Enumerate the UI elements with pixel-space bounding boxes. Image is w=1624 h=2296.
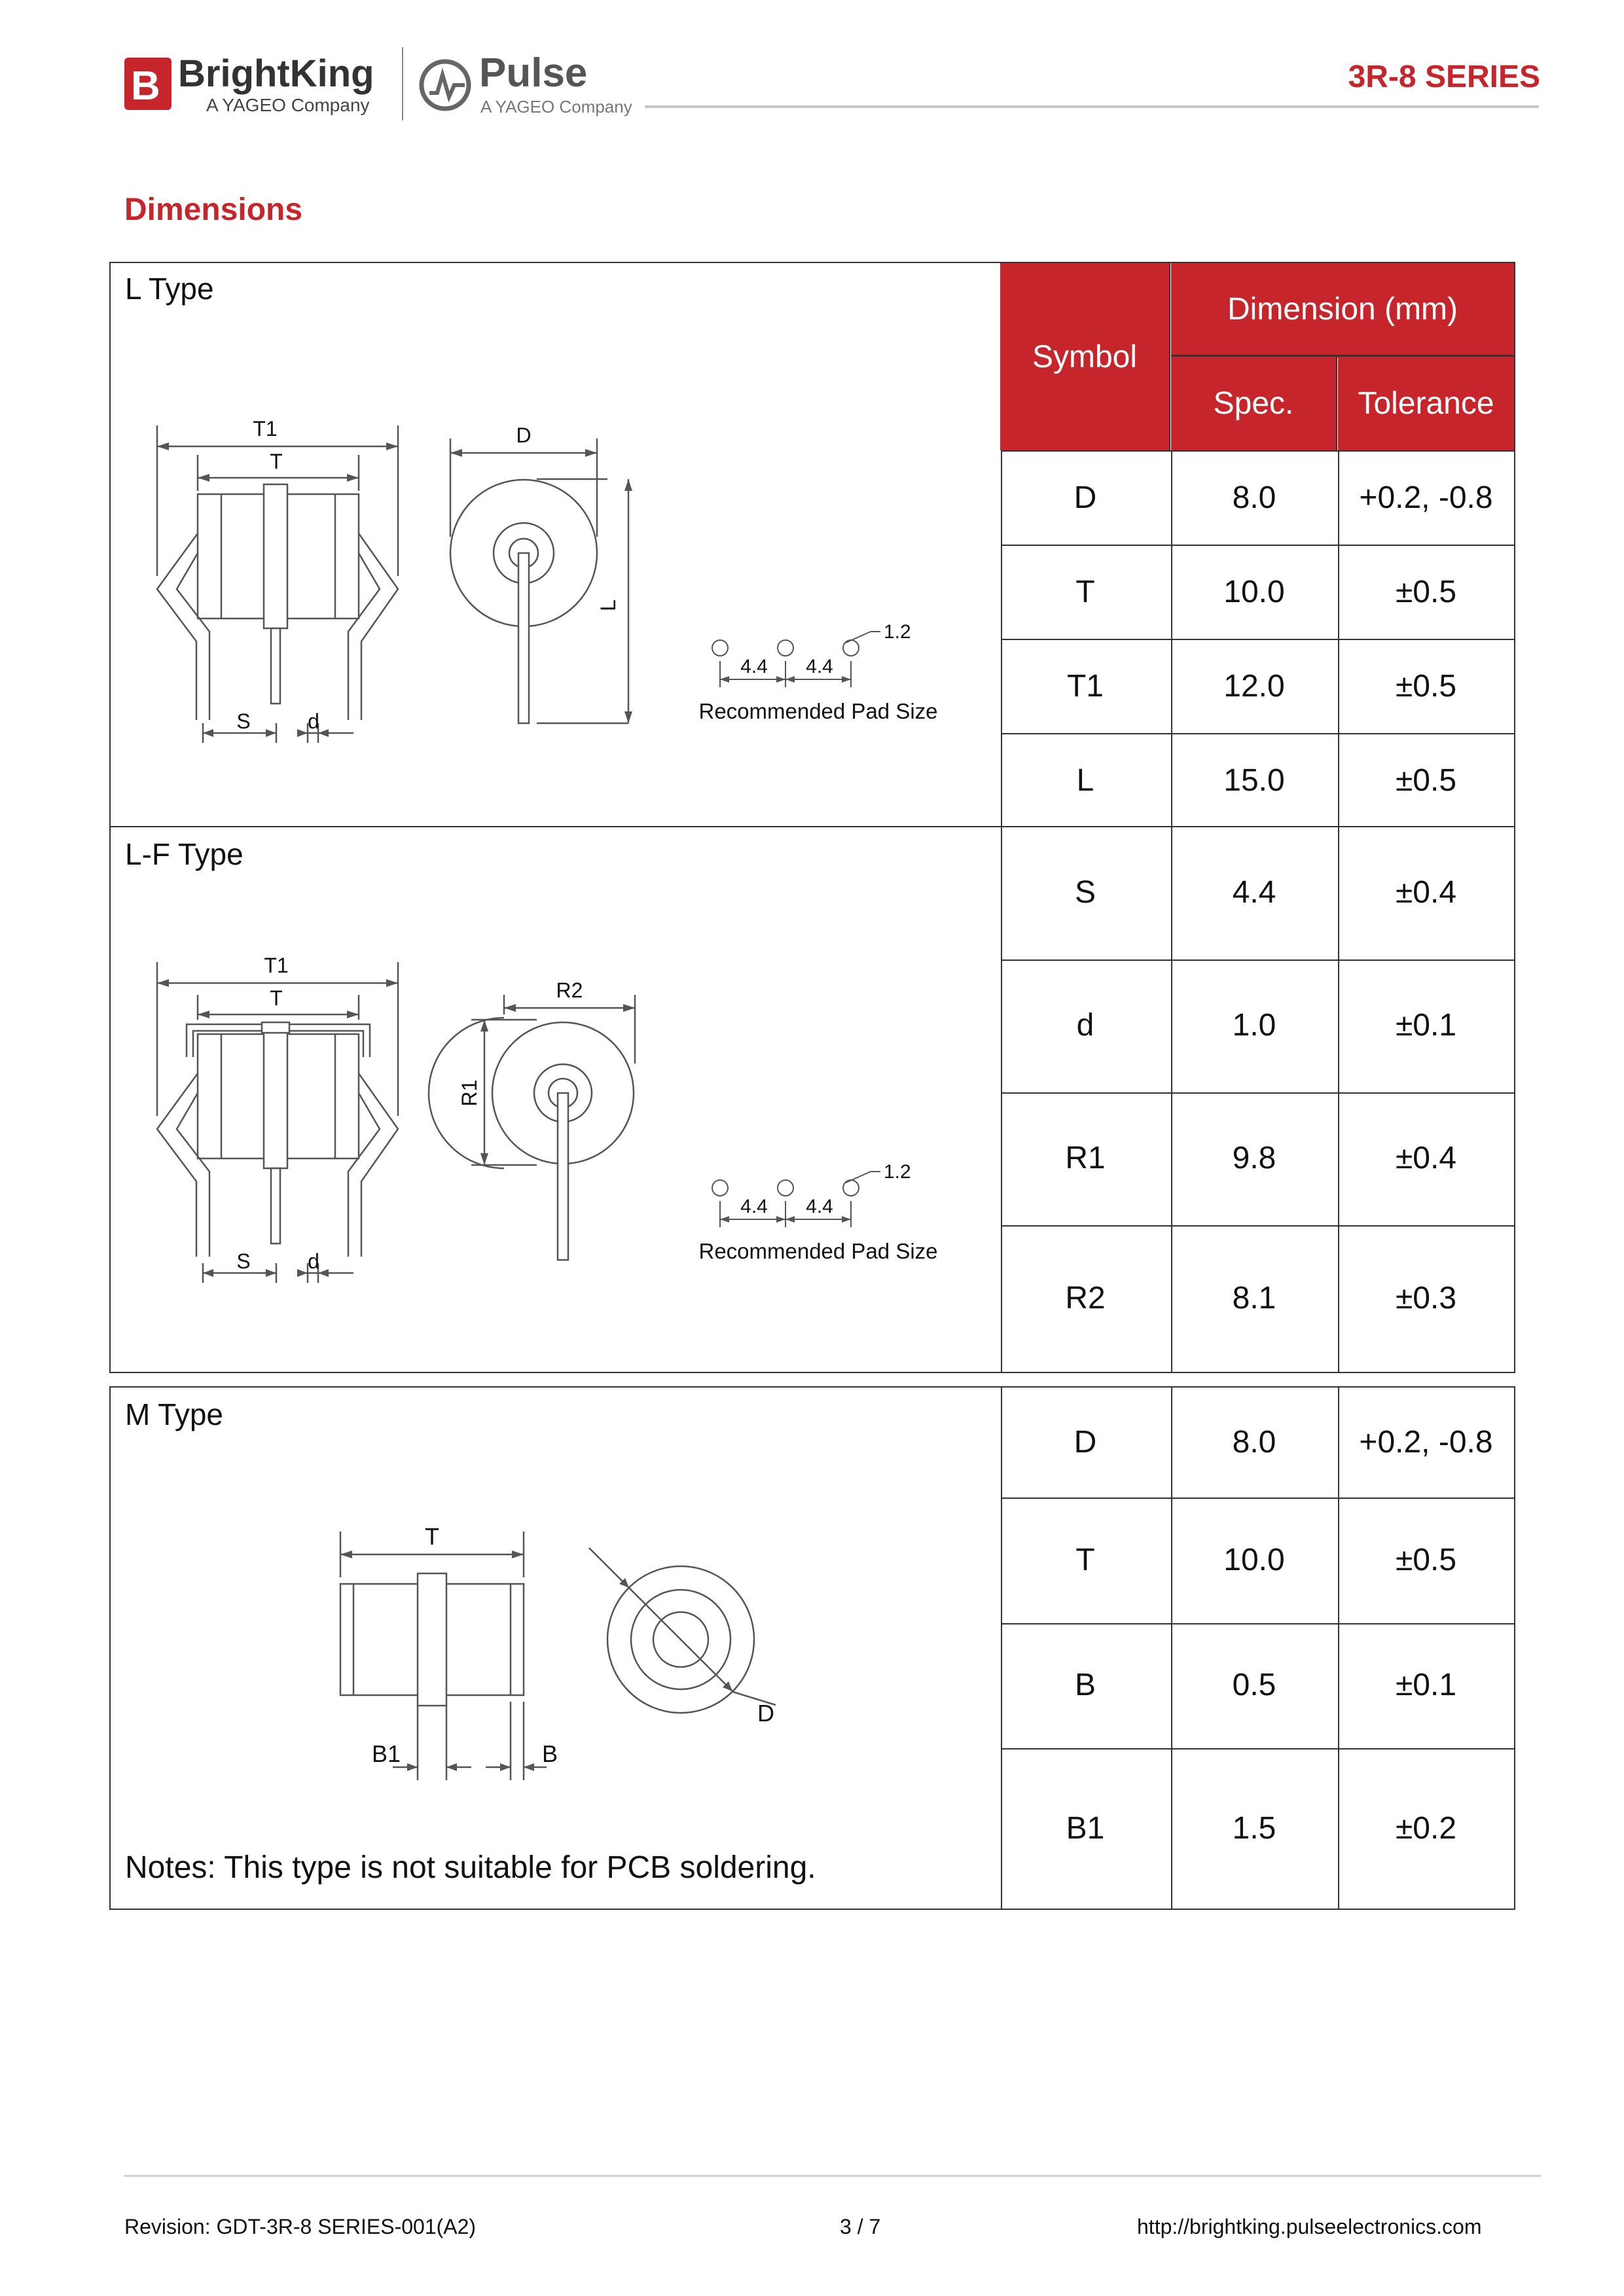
table-row-symbol: R2 <box>1065 1280 1106 1316</box>
header-dimension: Dimension (mm) <box>1171 263 1514 356</box>
table-row-spec: 4.4 <box>1232 875 1276 910</box>
series-title: 3R-8 SERIES <box>1348 60 1540 94</box>
table-row-symbol: D <box>1074 480 1097 515</box>
table-row-symbol: B <box>1074 1668 1096 1702</box>
table-row-symbol: B1 <box>1066 1811 1105 1846</box>
table-row-symbol: R1 <box>1065 1141 1106 1175</box>
m-type-diagram <box>314 1505 812 1800</box>
dim-label-r2: R2 <box>556 978 583 1002</box>
pad-caption: Recommended Pad Size <box>698 1239 938 1263</box>
table-row-symbol: T1 <box>1066 668 1104 704</box>
table-row-tolerance: ±0.5 <box>1395 762 1457 798</box>
table-row-symbol: T <box>1075 574 1095 609</box>
pad-spacing-2: 4.4 <box>806 1196 833 1217</box>
table-row-tolerance: ±0.3 <box>1395 1280 1457 1316</box>
dim-label-d: D <box>757 1700 774 1727</box>
l-type-diagram <box>131 406 982 746</box>
brand-primary-sub: A YAGEO Company <box>206 95 370 115</box>
dim-label-t: T <box>270 986 283 1010</box>
table-row-spec: 15.0 <box>1223 762 1285 798</box>
pad-spacing-1: 4.4 <box>740 1196 768 1217</box>
table-row-spec: 12.0 <box>1223 668 1285 704</box>
brand-primary-name: BrightKing <box>178 52 374 95</box>
header-symbol: Symbol <box>1000 263 1170 450</box>
table-row-symbol: L <box>1076 762 1094 798</box>
table-row-tolerance: +0.2, -0.8 <box>1359 480 1493 515</box>
dim-label-t: T <box>270 450 283 473</box>
lf-type-diagram <box>131 942 982 1296</box>
table-row-symbol: d <box>1076 1008 1094 1043</box>
footer-url[interactable]: http://brightking.pulseelectronics.com <box>1137 2215 1482 2238</box>
table-row-tolerance: ±0.1 <box>1395 1008 1457 1043</box>
header-tolerance: Tolerance <box>1338 357 1514 450</box>
table-row-symbol: S <box>1074 875 1096 910</box>
dim-label-b: B <box>541 1740 558 1767</box>
table-row-tolerance: ±0.4 <box>1395 875 1457 910</box>
pad-spacing-2: 4.4 <box>806 656 833 677</box>
header-spec: Spec. <box>1171 357 1337 450</box>
table-row-tolerance: ±0.5 <box>1395 1542 1457 1577</box>
table-row-spec: 10.0 <box>1223 1542 1285 1577</box>
pad-hole: 1.2 <box>884 621 911 643</box>
table-row-spec: 1.5 <box>1232 1811 1276 1846</box>
section-title: Dimensions <box>124 192 303 227</box>
table-row-tolerance: ±0.4 <box>1395 1141 1457 1175</box>
pad-caption: Recommended Pad Size <box>698 699 938 723</box>
header-divider <box>402 47 403 120</box>
pulse-logo <box>419 46 641 121</box>
footer-rule <box>124 2175 1541 2177</box>
table-row-spec: 8.1 <box>1232 1280 1276 1316</box>
table-row-spec: 8.0 <box>1232 1424 1276 1460</box>
table-row-spec: 1.0 <box>1232 1008 1276 1043</box>
table-row-tolerance: ±0.5 <box>1395 668 1457 704</box>
table-row-tolerance: +0.2, -0.8 <box>1359 1424 1493 1460</box>
dim-label-t1: T1 <box>253 417 278 440</box>
dim-label-r1: R1 <box>458 1079 481 1107</box>
table-row-tolerance: ±0.2 <box>1395 1811 1457 1846</box>
table-row-spec: 8.0 <box>1232 480 1276 515</box>
dim-label-t: T <box>425 1523 439 1550</box>
dim-label-s: S <box>236 1249 251 1273</box>
footer-page: 3 / 7 <box>840 2215 881 2238</box>
svg-text:B: B <box>131 63 160 109</box>
table-row-tolerance: ±0.1 <box>1395 1668 1457 1702</box>
pad-hole: 1.2 <box>884 1161 911 1183</box>
table-row-symbol: D <box>1074 1424 1097 1460</box>
table-row-tolerance: ±0.5 <box>1395 574 1457 609</box>
m-type-title: M Type <box>125 1397 223 1431</box>
dim-label-l: L <box>596 600 620 611</box>
brand-secondary-name: Pulse <box>479 50 588 96</box>
lf-type-title: L-F Type <box>125 837 244 871</box>
dim-label-d-front: D <box>516 423 532 447</box>
dim-label-d: d <box>308 1249 319 1273</box>
brightking-logo <box>124 46 399 121</box>
table-row-spec: 0.5 <box>1232 1668 1276 1702</box>
pad-spacing-1: 4.4 <box>740 656 768 677</box>
dim-label-t1: T1 <box>264 954 289 977</box>
m-type-note: Notes: This type is not suitable for PCB soldering. <box>125 1850 816 1885</box>
l-type-title: L Type <box>125 272 214 306</box>
table-row-spec: 9.8 <box>1232 1141 1276 1175</box>
header-rule <box>645 105 1539 108</box>
dim-label-d: d <box>308 709 319 733</box>
table-row-spec: 10.0 <box>1223 574 1285 609</box>
dim-label-b1: B1 <box>371 1740 401 1767</box>
footer-revision: Revision: GDT-3R-8 SERIES-001(A2) <box>124 2215 477 2238</box>
table-row-symbol: T <box>1075 1542 1095 1577</box>
brand-secondary-sub: A YAGEO Company <box>480 97 632 117</box>
dim-label-s: S <box>236 709 251 733</box>
